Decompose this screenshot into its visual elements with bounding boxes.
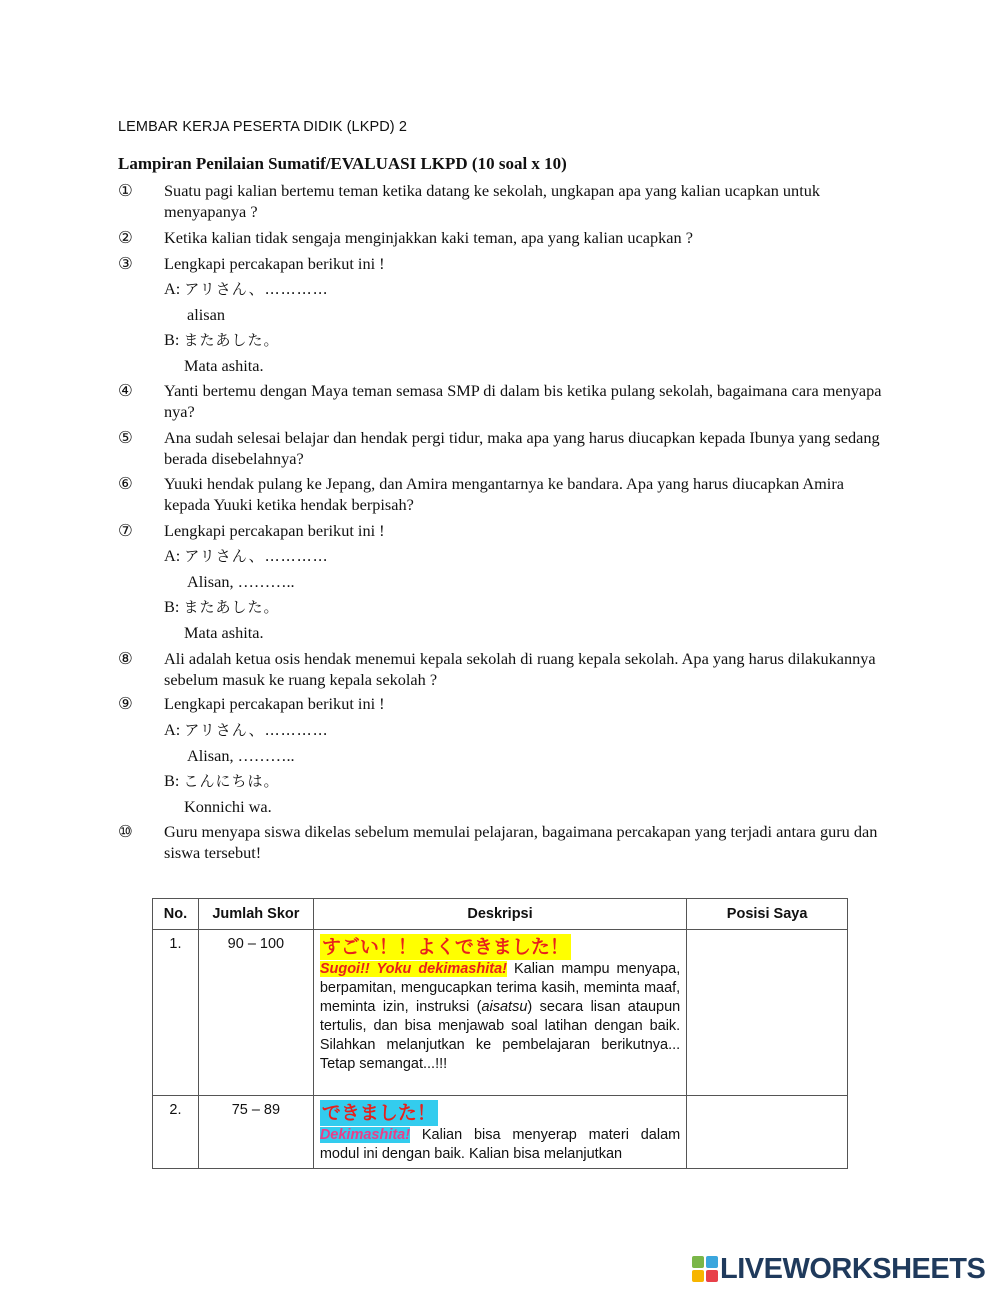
row-score: 90 – 100 [198, 930, 313, 1096]
row-posisi-saya[interactable] [687, 1096, 848, 1169]
row-number: 2. [153, 1096, 199, 1169]
dialog-romaji: Mata ashita. [184, 356, 264, 375]
header-jumlah-skor: Jumlah Skor [198, 899, 313, 930]
praise-romaji: Sugoi!! Yoku dekimashita! [319, 961, 507, 977]
description-text: Kalian bisa menyerap materi dalam modul ini dengan baik. Kalian bisa melanjutkan [319, 1127, 681, 1162]
question-number: ② [118, 228, 133, 247]
question-text: Lengkapi percakapan berikut ini ! [164, 694, 385, 713]
description-italic: aisatsu [481, 999, 528, 1015]
logo-square-l [692, 1256, 704, 1268]
speaker-label: A: [164, 279, 185, 298]
table-row [153, 930, 848, 1096]
dialog-line-b [164, 770, 279, 792]
row-number: 1. [153, 930, 199, 1096]
header-deskripsi: Deskripsi [313, 899, 686, 930]
liveworksheets-watermark [692, 1252, 985, 1286]
logo-square-i [706, 1256, 718, 1268]
header-posisi-saya: Posisi Saya [687, 899, 848, 930]
question-number: ③ [118, 254, 133, 273]
evaluation-subtitle: Lampiran Penilaian Sumatif/EVALUASI LKPD (10 soal x 10) [118, 154, 567, 173]
logo-square-v [692, 1270, 704, 1282]
question-number: ⑤ [118, 428, 133, 447]
question-text: Ana sudah selesai belajar dan hendak pergi tidur, maka apa yang harus diucapkan kepada Ibunya yang sedang berada disebelahnya? [164, 428, 880, 468]
dialog-line-a [164, 719, 329, 741]
question-number: ⑩ [118, 822, 133, 841]
dialog-line-b [164, 329, 279, 351]
question-text: Lengkapi percakapan berikut ini ! [164, 521, 385, 540]
question-number: ④ [118, 381, 133, 400]
header-no: No. [153, 899, 199, 930]
liveworksheets-logo-icon [692, 1256, 718, 1282]
question-text: Suatu pagi kalian bertemu teman ketika datang ke sekolah, ungkapan apa yang kalian ucapkan untuk menyapanya ? [164, 181, 821, 221]
dialog-line-b [164, 596, 279, 618]
speaker-label: A: [164, 720, 185, 739]
dialog-japanese: またあした。 [183, 331, 280, 349]
score-table [152, 898, 848, 1169]
dialog-japanese: アリさん、………… [184, 280, 329, 298]
question-text: Ketika kalian tidak sengaja menginjakkan kaki teman, apa yang kalian ucapkan ? [164, 228, 693, 247]
row-description [313, 1096, 686, 1169]
question-text: Yuuki hendak pulang ke Jepang, dan Amira mengantarnya ke bandara. Apa yang harus diucapkan Amira kepada Yuuki ketika hendak berpisah? [164, 474, 844, 514]
dialog-japanese: こんにちは。 [183, 772, 280, 790]
logo-square-e [706, 1270, 718, 1282]
dialog-romaji: alisan [187, 305, 225, 324]
speaker-label: A: [164, 546, 185, 565]
dialog-line-a [164, 278, 329, 300]
speaker-label: B: [164, 771, 184, 790]
question-number: ① [118, 181, 133, 200]
row-posisi-saya[interactable] [687, 930, 848, 1096]
question-number: ⑧ [118, 649, 133, 668]
question-number: ⑨ [118, 694, 133, 713]
row-score: 75 – 89 [198, 1096, 313, 1169]
question-text: Ali adalah ketua osis hendak menemui kepala sekolah di ruang kepala sekolah. Apa yang harus dilakukannya sebelum masuk ke ruang kepala sekolah ? [164, 649, 876, 689]
praise-romaji: Dekimashita! [319, 1127, 411, 1143]
dialog-japanese: アリさん、………… [184, 547, 329, 565]
dialog-romaji: Mata ashita. [184, 623, 264, 642]
question-number: ⑥ [118, 474, 133, 493]
description-text-end: ) secara lisan ataupun tertulis, dan bisa menjawab soal latihan dengan baik. Silahkan melanjutkan ke pembelajaran berikutnya... Tetap semangat...!!! [319, 999, 681, 1072]
dialog-japanese: アリさん、………… [184, 721, 329, 739]
worksheet-header: LEMBAR KERJA PESERTA DIDIK (LKPD) 2 [118, 119, 408, 135]
table-row [153, 1096, 848, 1169]
row-description [313, 930, 686, 1096]
dialog-romaji: Alisan, ……….. [187, 572, 295, 591]
speaker-label: B: [164, 330, 184, 349]
question-text: Yanti bertemu dengan Maya teman semasa SMP di dalam bis ketika pulang sekolah, bagaimana cara menyapa nya? [164, 381, 882, 421]
description-text: Kalian mampu menyapa, berpamitan, mengucapkan terima kasih, meminta maaf, meminta izin, instruksi ( [319, 961, 681, 1015]
dialog-romaji: Alisan, ……….. [187, 746, 295, 765]
watermark-text: LIVEWORKSHEETS [720, 1252, 986, 1285]
dialog-line-a [164, 545, 329, 567]
table-header-row [153, 899, 848, 930]
question-number: ⑦ [118, 521, 133, 540]
praise-japanese: できました！ [321, 1102, 436, 1124]
speaker-label: B: [164, 597, 184, 616]
dialog-japanese: またあした。 [183, 598, 280, 616]
dialog-romaji: Konnichi wa. [184, 797, 272, 816]
praise-japanese: すごい！！よくできました！ [321, 936, 569, 958]
question-text: Guru menyapa siswa dikelas sebelum memulai pelajaran, bagaimana percakapan yang terjadi antara guru dan siswa tersebut! [164, 822, 878, 862]
question-text: Lengkapi percakapan berikut ini ! [164, 254, 385, 273]
